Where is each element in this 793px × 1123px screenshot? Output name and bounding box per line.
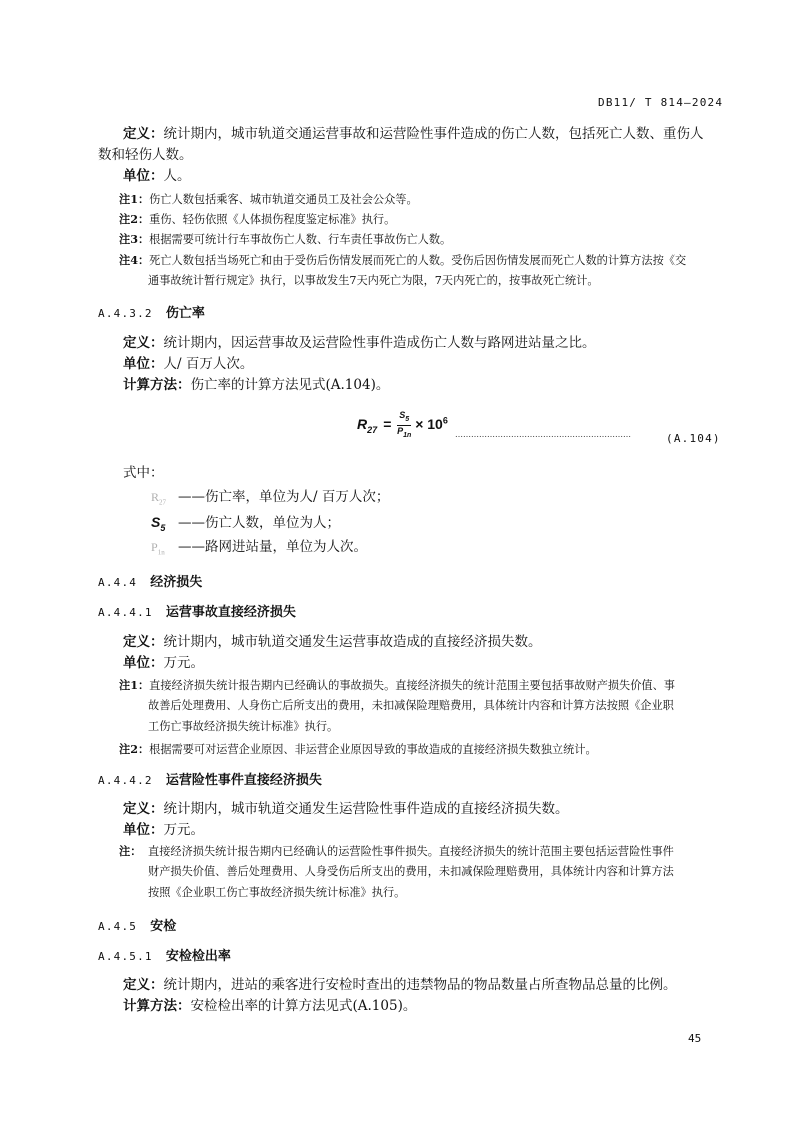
note-text: 直接经济损失统计报告期内已经确认的运营险性事件损失。直接经济损失的统计范围主要包括运营险性事件 xyxy=(148,845,674,858)
definition-label: 定义： xyxy=(123,126,164,142)
section-title: 安检检出率 xyxy=(165,949,231,964)
unit xyxy=(123,820,204,841)
calc-text: 伤亡率的计算方法见式(A.104)。 xyxy=(190,377,390,393)
unit-label: 单位： xyxy=(123,822,164,838)
intro-unit xyxy=(123,166,191,187)
unit-label: 单位： xyxy=(123,655,164,671)
section-title: 运营事故直接经济损失 xyxy=(165,605,296,620)
formula-times: × 10 xyxy=(415,416,443,432)
note-text: 根据需要可统计行车事故伤亡人数、行车责任事故伤亡人数。 xyxy=(149,233,452,246)
section-title: 运营险性事件直接经济损失 xyxy=(165,773,322,788)
note xyxy=(119,739,597,760)
unit-value: 万元。 xyxy=(163,822,204,838)
note-label: 注3： xyxy=(119,232,150,246)
definition-text: 统计期内，城市轨道交通发生运营险性事件造成的直接经济损失数。 xyxy=(163,801,569,817)
variable-desc: ——路网进站量，单位为人次。 xyxy=(178,539,367,555)
section-number: A.4.3.2 xyxy=(98,307,153,320)
formula-exponent: 6 xyxy=(442,415,448,426)
note xyxy=(119,189,418,210)
section-title: 安检 xyxy=(150,919,177,934)
calc-label: 计算方法： xyxy=(123,377,191,393)
where-label: 式中： xyxy=(123,465,164,481)
note-label: 注1： xyxy=(119,678,150,692)
variable-symbol: $P_{1n}$ xyxy=(151,540,165,557)
note-text: 根据需要可对运营企业原因、非运营企业原因导致的事故造成的直接经济损失数独立统计。 xyxy=(149,743,597,756)
definition-text: 统计期内，进站的乘客进行安检时查出的违禁物品的物品数量占所查物品总量的比例。 xyxy=(163,977,677,993)
definition-label: 定义： xyxy=(123,634,164,650)
formula-tag: (A.104) xyxy=(666,432,721,445)
definition-label: 定义： xyxy=(123,801,164,817)
variable-desc: ——伤亡率，单位为人/ 百万人次； xyxy=(178,489,390,505)
note xyxy=(119,250,686,271)
note-text-cont: 工伤亡事故经济损失统计标准》执行。 xyxy=(148,720,339,733)
page-number: 45 xyxy=(688,1032,702,1045)
calc-label: 计算方法： xyxy=(123,998,191,1014)
variable-row xyxy=(151,537,367,563)
formula-equals: = xyxy=(383,416,392,432)
unit-label: 单位： xyxy=(123,168,164,184)
section-number: A.4.4 xyxy=(98,576,138,589)
note-text: 重伤、轻伤依照《人体损伤程度鉴定标准》执行。 xyxy=(149,213,396,226)
variable-symbol: $S_5$ xyxy=(151,514,166,533)
section-heading xyxy=(98,915,176,934)
formula xyxy=(357,410,448,441)
section-title: 伤亡率 xyxy=(165,306,205,321)
calculation-method xyxy=(123,996,416,1017)
section-heading xyxy=(98,571,202,590)
variable-symbol: $R_{27}$ xyxy=(151,490,167,507)
definition xyxy=(123,632,542,653)
section-number: A.4.4.1 xyxy=(98,606,153,619)
definition-text: 统计期内，城市轨道交通运营事故和运营险性事件造成的伤亡人数，包括死亡人数、重伤人 xyxy=(163,126,704,142)
note-text-cont: 通事故统计暂行规定》执行，以事故发生7天内死亡为限，7天内死亡的，按事故死亡统计。 xyxy=(148,274,599,287)
note-text-cont: 财产损失价值、善后处理费用、人身受伤后所支出的费用，未扣减保险理赔费用，具体统计内容和计算方法 xyxy=(148,865,674,878)
note-label: 注4： xyxy=(119,253,150,267)
definition-text: 统计期内，因运营事故及运营险性事件造成伤亡人数与路网进站量之比。 xyxy=(163,335,596,351)
note xyxy=(119,229,451,250)
section-number: A.4.5.1 xyxy=(98,950,153,963)
formula-fraction: $\frac{S_5}{P_{1n}}$ xyxy=(397,410,412,439)
calc-text: 安检检出率的计算方法见式(A.105)。 xyxy=(190,998,417,1014)
section-heading xyxy=(98,302,205,321)
document-code: DB11/ T 814—2024 xyxy=(598,96,724,109)
unit-value: 人。 xyxy=(163,168,191,184)
note xyxy=(119,841,674,862)
unit xyxy=(123,653,204,674)
note-text: 直接经济损失统计报告期内已经确认的事故损失。直接经济损失的统计范围主要包括事故财产损失价值、事 xyxy=(149,679,675,692)
note-text: 伤亡人数包括乘客、城市轨道交通员工及社会公众等。 xyxy=(149,193,418,206)
section-heading xyxy=(98,945,231,964)
note-label: 注2： xyxy=(119,212,150,226)
definition xyxy=(123,333,596,354)
intro-definition-cont: 数和轻伤人数。 xyxy=(98,147,193,163)
formula-lhs: $R_{27}$ xyxy=(357,416,378,435)
note-text: 死亡人数包括当场死亡和由于受伤后伤情发展而死亡的人数。受伤后因伤情发展而死亡人数的计算方法按《交 xyxy=(149,254,687,267)
definition-label: 定义： xyxy=(123,335,164,351)
note-label: 注1： xyxy=(119,192,150,206)
note xyxy=(119,209,395,230)
note xyxy=(119,675,675,696)
definition xyxy=(123,975,677,996)
section-number: A.4.5 xyxy=(98,920,138,933)
note-label: 注2： xyxy=(119,742,150,756)
variable-row xyxy=(151,512,340,539)
note-label: 注： xyxy=(119,844,142,858)
definition xyxy=(123,799,569,820)
note-text-cont: 故善后处理费用、人身伤亡后所支出的费用，未扣减保险理赔费用，具体统计内容和计算方法按照《企业职 xyxy=(148,699,674,712)
intro-definition xyxy=(123,124,704,145)
definition-label: 定义： xyxy=(123,977,164,993)
formula-leader: ………………………………………………………… xyxy=(455,430,631,439)
calculation-method xyxy=(123,375,389,396)
definition-text: 统计期内，城市轨道交通发生运营事故造成的直接经济损失数。 xyxy=(163,634,542,650)
section-title: 经济损失 xyxy=(150,575,203,590)
section-heading xyxy=(98,769,322,788)
note-text-cont: 按照《企业职工伤亡事故经济损失统计标准》执行。 xyxy=(148,886,406,899)
variable-row xyxy=(151,487,389,513)
unit-value: 人/ 百万人次。 xyxy=(163,356,254,372)
variable-desc: ——伤亡人数，单位为人； xyxy=(178,515,340,531)
section-number: A.4.4.2 xyxy=(98,774,153,787)
unit xyxy=(123,354,253,375)
section-heading xyxy=(98,601,296,620)
unit-label: 单位： xyxy=(123,356,164,372)
unit-value: 万元。 xyxy=(163,655,204,671)
